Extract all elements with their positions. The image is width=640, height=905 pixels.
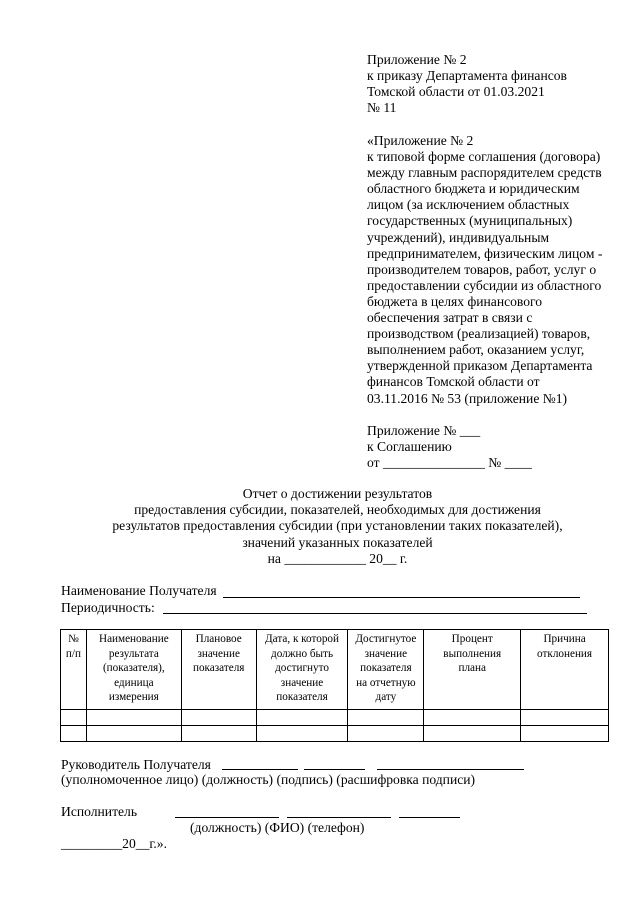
header-appendix-line: выполнением работ, оказанием услуг, (367, 342, 585, 358)
header-cell-target-date: Дата, к которой должно быть достигнуто значение показателя (256, 630, 348, 710)
header-appendix-line: областного бюджета и юридическим (367, 181, 580, 197)
title-line: значений указанных показателей (242, 534, 433, 550)
head-name-line (377, 769, 524, 770)
header-appendix-line: финансов Томской области от (367, 374, 540, 390)
header-appendix-line: лицом (за исключением областных (367, 197, 570, 213)
header-cell-number: № п/п (61, 630, 87, 710)
header-appendix-line: между главным распорядителем средств (367, 165, 602, 181)
header-cell-result-name: Наименование результата (показателя), единица измерения (86, 630, 181, 710)
table-cell[interactable] (348, 710, 424, 726)
table-cell[interactable] (61, 726, 87, 742)
header-appendix-line: производством (реализацией) товаров, (367, 326, 591, 342)
executor-captions: (должность) (ФИО) (телефон) (190, 820, 365, 835)
table-cell[interactable] (521, 726, 609, 742)
period-underline (163, 613, 587, 614)
head-captions: (уполномоченное лицо) (должность) (подпись) (расшифровка подписи) (61, 772, 476, 787)
table-cell[interactable] (348, 726, 424, 742)
table-cell[interactable] (256, 726, 348, 742)
header-appendix-line: бюджета в целях финансового (367, 293, 543, 309)
date-line: _________20__г.». (61, 836, 167, 851)
title-line: предоставления субсидии, показателей, необходимых для достижения (134, 502, 541, 518)
head-position-line (222, 769, 298, 770)
table-cell[interactable] (256, 710, 348, 726)
executor-position-line (175, 817, 279, 818)
header-top-line: Приложение № 2 (367, 52, 467, 67)
header-appendix-line: учреждений), индивидуальным (367, 229, 550, 245)
header-top-line: Томской области от 01.03.2021 (367, 84, 545, 100)
table-cell[interactable] (61, 710, 87, 726)
header-cell-deviation-reason: Причина отклонения (521, 630, 609, 710)
header-cell-percent: Процент выполнения плана (424, 630, 521, 710)
title-line: Отчет о достижении результатов (242, 486, 433, 501)
header-appendix-line: предоставлении субсидии из областного (367, 277, 602, 293)
header-appendix-line: обеспечения затрат в связи с (367, 310, 533, 326)
header-appendix-line: предпринимателем, физическим лицом - (367, 245, 603, 261)
table-row (61, 710, 609, 726)
header-agreement-line: к Соглашению (367, 439, 452, 455)
table-cell[interactable] (181, 726, 256, 742)
head-signature-line (304, 769, 365, 770)
header-top-block (367, 52, 617, 116)
report-table (60, 629, 609, 742)
recipient-label: Наименование Получателя (61, 583, 217, 598)
executor-phone-line (399, 817, 460, 818)
table-cell[interactable] (86, 726, 181, 742)
header-appendix-line: к типовой форме соглашения (договора) (367, 149, 601, 165)
table-cell[interactable] (181, 710, 256, 726)
table-header-row (61, 630, 609, 710)
executor-label: Исполнитель (61, 804, 138, 819)
table-cell[interactable] (521, 710, 609, 726)
recipient-underline (223, 597, 580, 598)
table-cell[interactable] (424, 710, 521, 726)
header-appendix-line: «Приложение № 2 (367, 133, 474, 148)
header-cell-planned-value: Плановое значение показателя (181, 630, 256, 710)
header-agreement-line: Приложение № ___ (367, 423, 481, 438)
header-agreement-line: от _______________ № ____ (367, 455, 532, 471)
header-top-line: к приказу Департамента финансов (367, 68, 567, 84)
title-line: результатов предоставления субсидии (при установлении таких показателей), (112, 518, 563, 534)
table-cell[interactable] (424, 726, 521, 742)
title-line: на ____________ 20__ г. (267, 550, 408, 566)
header-appendix-line: государственных (муниципальных) (367, 213, 573, 229)
header-appendix-line: утвержденной приказом Департамента (367, 358, 593, 374)
header-appendix-line: 03.11.2016 № 53 (приложение №1) (367, 390, 568, 406)
table-cell[interactable] (86, 710, 181, 726)
header-cell-achieved-value: Достигнутое значение показателя на отчетную дату (348, 630, 424, 710)
report-title (60, 486, 615, 567)
header-agreement-block (367, 423, 617, 471)
header-appendix-line: производителем товаров, работ, услуг о (367, 261, 597, 277)
head-label: Руководитель Получателя (61, 757, 211, 772)
executor-name-line (287, 817, 391, 818)
header-appendix-block (367, 133, 617, 407)
header-top-line: № 11 (367, 100, 397, 116)
period-label: Периодичность: (61, 600, 155, 615)
table-row (61, 726, 609, 742)
